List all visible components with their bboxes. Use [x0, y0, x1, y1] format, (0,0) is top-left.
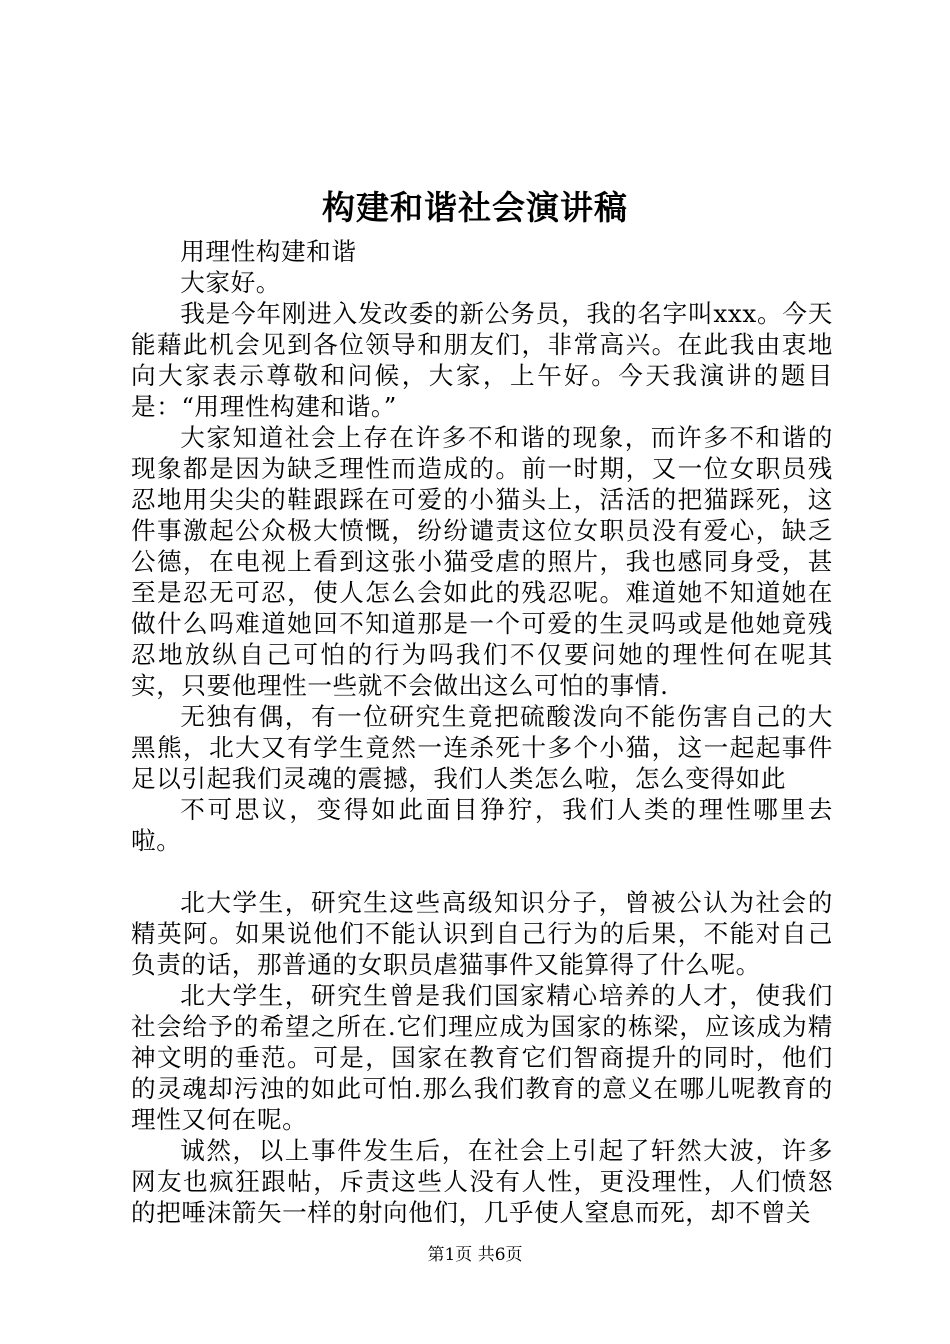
- blank-line: [131, 856, 833, 887]
- document-title: 构建和谐社会演讲稿: [322, 188, 628, 227]
- subtitle-paragraph: 用理性构建和谐: [180, 237, 357, 266]
- paragraph: 不可思议，变得如此面目狰狞，我们人类的理性哪里去啦。: [131, 795, 833, 855]
- paragraph: 无独有偶，有一位研究生竟把硫酸泼向不能伤害自己的大黑熊，北大又有学生竟然一连杀死十多个小猫，这一起起事件足以引起我们灵魂的震撼，我们人类怎么啦，怎么变得如此: [131, 702, 833, 793]
- paragraph: 诚然，以上事件发生后，在社会上引起了轩然大波，许多网友也疯狂跟帖，斥责这些人没有人性，更没理性，人们愤怒的把唾沫箭矢一样的射向他们，几乎使人窒息而死，却不曾关: [131, 1136, 833, 1227]
- paragraph: 我是今年刚进入发改委的新公务员，我的名字叫xxx。今天能藉此机会见到各位领导和朋友们，非常高兴。在此我由衷地向大家表示尊敬和问候，大家，上午好。今天我演讲的题目是：“用理性构建和谐。”: [131, 299, 833, 421]
- greeting-paragraph: 大家好。: [180, 268, 281, 297]
- paragraph: 北大学生，研究生这些高级知识分子，曾被公认为社会的精英阿。如果说他们不能认识到自己行为的后果，不能对自己负责的话，那普通的女职员虐猫事件又能算得了什么呢。: [131, 888, 833, 979]
- document-body: [131, 236, 833, 1228]
- page-footer: 第1页 共6页: [427, 1245, 523, 1265]
- paragraph: 北大学生，研究生曾是我们国家精心培养的人才，使我们社会给予的希望之所在.它们理应成为国家的栋梁，应该成为精神文明的垂范。可是，国家在教育它们智商提升的同时，他们的灵魂却污浊的如此可怕.那么我们教育的意义在哪儿呢教育的理性又何在呢。: [131, 981, 833, 1134]
- paragraph: 大家知道社会上存在许多不和谐的现象，而许多不和谐的现象都是因为缺乏理性而造成的。前一时期，又一位女职员残忍地用尖尖的鞋跟踩在可爱的小猫头上，活活的把猫踩死，这件事激起公众极大愤慨，纷纷谴责这位女职员没有爱心，缺乏公德，在电视上看到这张小猫受虐的照片，我也感同身受，甚至是忍无可忍，使人怎么会如此的残忍呢。难道她不知道她在做什么吗难道她回不知道那是一个可爱的生灵吗或是他她竟残忍地放纵自己可怕的行为吗我们不仅要问她的理性何在呢其实，只要他理性一些就不会做出这么可怕的事情.: [131, 423, 833, 700]
